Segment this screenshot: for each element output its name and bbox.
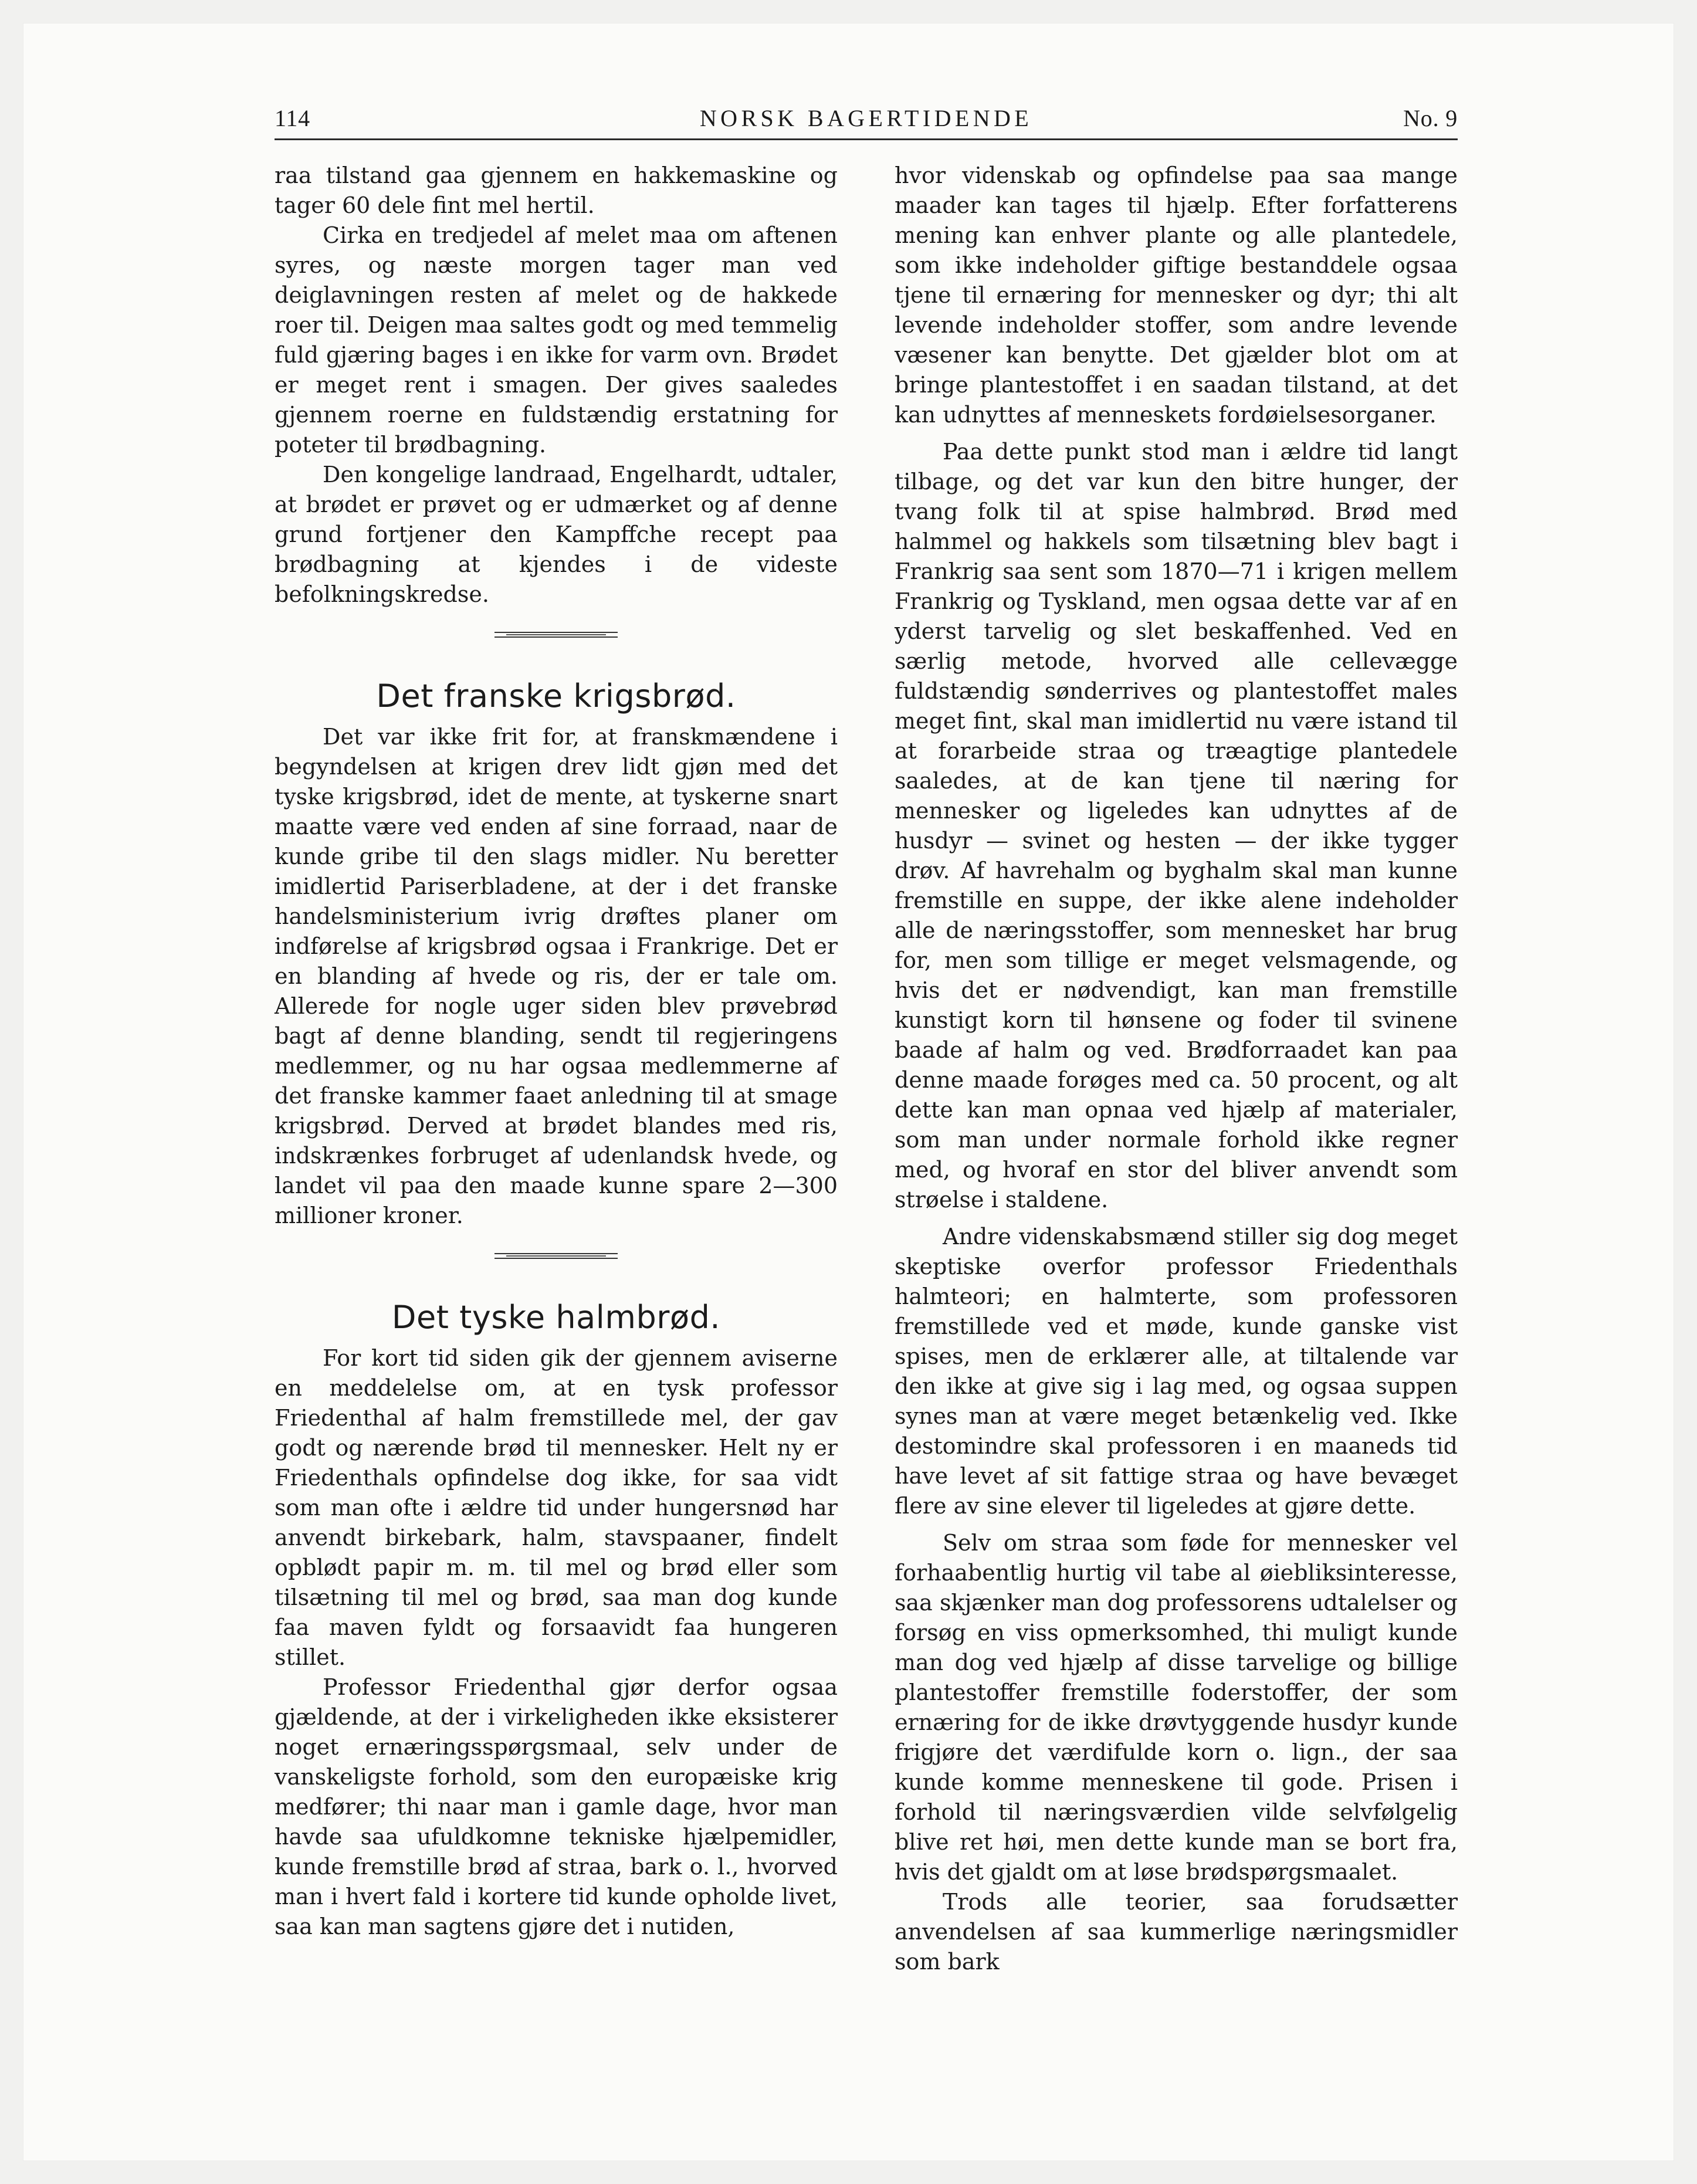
page-number: 114	[275, 105, 310, 131]
heading-german-straw-bread: Det tyske halmbrød.	[391, 1299, 721, 1336]
right-paragraph-1: hvor videnskab og opfindelse paa saa mange maader kan tages til hjælp. Efter forfatterens mening kan enhver plante og alle plantedele, som ikke indeholder giftige bestanddele ogsaa tjene til ernæring for mennesker og dyr; thi alt levende indeholder stoffer, som andre levende væsener kan benytte. Det gjælder blot om at bringe plantestoffet i en saadan tilstand, at det kan udnyttes af menneskets fordøielsesorganer.	[895, 162, 1458, 428]
section-divider-1	[494, 632, 618, 638]
page-header	[275, 100, 1458, 142]
right-paragraph-4: Selv om straa som føde for mennesker vel forhaabentlig hurtig vil tabe al øiebliksinteresse, saa skjænker man dog professorens udtalelser og forsøg en viss opmerksomhed, thi muligt kunde man dog ved hjælp af disse tarvelige og billige plantestoffer fremstille foderstoffer, der som ernæring for de ikke drøvtyggende husdyr kunde frigjøre det værdifulde korn o. lign., der saa kunde komme menneskene til gode. Prisen i forhold til næringsværdien vilde selvfølgelig blive ret høi, men dette kunde man se bort fra, hvis det gjaldt om at løse brødspørgsmaalet.	[895, 1530, 1458, 1885]
left-paragraph-4: Det var ikke frit for, at franskmændene i begyndelsen at krigen drev lidt gjøn med det tyske krigsbrød, idet de mente, at tyskerne snart maatte være ved enden af sine forraad, naar de kunde gribe til den slags midler. Nu beretter imidlertid Pariserbladene, at der i det franske handelsministerium ivrig drøftes planer om indførelse af krigsbrød ogsaa i Frankrige. Det er en blanding af hvede og ris, der er tale om. Allerede for nogle uger siden blev prøvebrød bagt af denne blanding, sendt til regjeringens medlemmer, og nu har ogsaa medlemmerne af det franske kammer faaet anledning til at smage krigsbrød. Derved at brødet blandes med ris, indskrænkes forbruget af udenlandsk hvede, og landet vil paa den maade kunne spare 2—300 millioner kroner.	[275, 724, 838, 1228]
left-paragraph-5: For kort tid siden gik der gjennem aviserne en meddelelse om, at en tysk professor Friedenthal af halm fremstillede mel, der gav godt og nærende brød til mennesker. Helt ny er Friedenthals opfindelse dog ikke, for saa vidt som man ofte i ældre tid under hungersnød har anvendt birkebark, halm, stavspaaner, findelt opblødt papir m. m. til mel og brød eller som tilsætning til mel og brød, saa man dog kunde faa maven fyldt og forsaavidt faa hungeren stillet.	[275, 1345, 838, 1670]
heading-french-war-bread: Det franske krigsbrød.	[376, 678, 736, 715]
left-paragraph-2: Cirka en tredjedel af melet maa om aftenen syres, og næste morgen tager man ved deiglavningen resten af melet og de hakkede roer til. Deigen maa saltes godt og med temmelig fuld gjæring bages i en ikke for varm ovn. Brødet er meget rent i smagen. Der gives saaledes gjennem roerne en fuldstændig erstatning for poteter til brødbagning.	[275, 222, 838, 458]
right-paragraph-3: Andre videnskabsmænd stiller sig dog meget skeptiske overfor professor Friedenthals halmteori; en halmterte, som professoren fremstillede ved et møde, kunde ganske vist spises, men de erklærer alle, at tiltalende var den ikke at give sig i lag med, og ogsaa suppen synes man at være meget betænkelig ved. Ikke destomindre skal professoren i en maaneds tid have levet af sit fattige straa og have bevæget flere av sine elever til ligeledes at gjøre dette.	[895, 1224, 1458, 1519]
section-divider-2	[494, 1253, 618, 1259]
header-rule	[275, 138, 1458, 140]
left-column	[275, 161, 838, 1942]
right-paragraph-2: Paa dette punkt stod man i ældre tid langt tilbage, og det var kun den bitre hunger, der tvang folk til at spise halmbrød. Brød med halmmel og hakkels som tilsætning blev bagt i Frankrig saa sent som 1870—71 i krigen mellem Frankrig og Tyskland, men ogsaa dette var af en yderst tarvelig og slet beskaffenhed. Ved en særlig metode, hvorved alle cellevægge fuldstændig sønderrives og plantestoffet males meget fint, skal man imidlertid nu være istand til at forarbeide straa og træagtige plantedele saaledes, at de kan tjene til næring for mennesker og ligeledes kan udnyttes af de husdyr — svinet og hesten — der ikke tygger drøv. Af havrehalm og byghalm skal man kunne fremstille en suppe, der ikke alene indeholder alle de næringsstoffer, som mennesket har brug for, men som tillige er meget velsmagende, og hvis det er nødvendigt, kan man fremstille kunstigt korn til hønsene og foder til svinene baade af halm og ved. Brødforraadet kan paa denne maade forøges med ca. 50 procent, og alt dette kan man opnaa ved hjælp af materialer, som man under normale forhold ikke regner med, og hvoraf en stor del bliver anvendt som strøelse i staldene.	[895, 439, 1458, 1213]
left-paragraph-6: Professor Friedenthal gjør derfor ogsaa gjældende, at der i virkeligheden ikke eksisterer noget ernæringsspørgsmaal, selv under de vanskeligste forhold, som den europæiske krig medfører; thi naar man i gamle dage, hvor man havde saa ufuldkomne tekniske hjælpemidler, kunde fremstille brød af straa, bark o. l., hvorved man i hvert fald i kortere tid kunde opholde livet, saa kan man sagtens gjøre det i nutiden,	[275, 1674, 838, 1939]
right-column	[895, 161, 1458, 1977]
journal-title: NORSK BAGERTIDENDE	[699, 105, 1033, 131]
left-paragraph-1: raa tilstand gaa gjennem en hakkemaskine og tager 60 dele fint mel hertil.	[275, 162, 838, 218]
left-paragraph-3: Den kongelige landraad, Engelhardt, udtaler, at brødet er prøvet og er udmærket og af denne grund fortjener den Kampffche recept paa brødbagning at kjendes i de videste befolkningskredse.	[275, 462, 838, 607]
issue-number: No. 9	[1403, 105, 1458, 131]
right-paragraph-5: Trods alle teorier, saa forudsætter anvendelsen af saa kummerlige næringsmidler som bark	[895, 1889, 1458, 1975]
